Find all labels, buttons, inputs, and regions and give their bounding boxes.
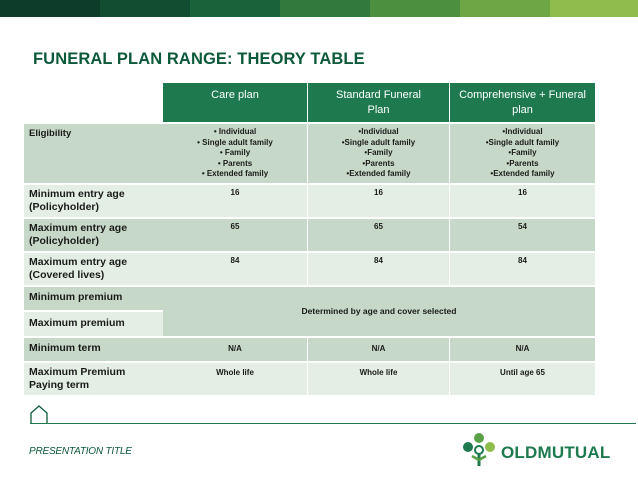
row-label-eligibility: Eligibility: [24, 124, 163, 183]
premium-note: Determined by age and cover selected: [163, 287, 595, 336]
row-label-min-premium: Minimum premium: [24, 287, 163, 310]
min-term-standard: N/A: [307, 338, 449, 361]
table-row-min-premium: [24, 287, 595, 310]
elig-standard-2: •Family: [364, 148, 393, 157]
elig-care-0: • Individual: [213, 127, 257, 136]
eligibility-care: [163, 124, 307, 183]
header-standard-funeral-plan: [307, 83, 449, 122]
elig-comp-0: •Individual: [502, 127, 543, 136]
row-label-min-entry-age: Minimum entry age (Policyholder): [24, 185, 163, 217]
old-mutual-logo: [462, 432, 610, 473]
presentation-title: PRESENTATION TITLE: [29, 446, 132, 457]
table-row-eligibility: [24, 124, 595, 183]
home-icon[interactable]: [30, 405, 48, 429]
row-label-min-term: Minimum term: [24, 338, 163, 361]
elig-care-3: • Parents: [217, 158, 253, 168]
elig-care-4: • Extended family: [201, 169, 269, 178]
max-entry-age-policyholder-standard: 65: [307, 219, 449, 251]
max-entry-age-policyholder-care: 65: [163, 219, 307, 251]
header-comprehensive-label: Comprehensive + Funeral plan: [459, 89, 586, 116]
max-entry-age-covered-care: 84: [163, 253, 307, 285]
page-title: FUNERAL PLAN RANGE: THEORY TABLE: [33, 50, 365, 68]
min-entry-age-comprehensive: 16: [449, 185, 595, 217]
min-entry-age-standard: 16: [307, 185, 449, 217]
min-term-care: N/A: [163, 338, 307, 361]
theory-table: [24, 81, 595, 397]
max-premium-paying-term-care: Whole life: [163, 363, 307, 395]
row-label-max-premium: Maximum premium: [24, 312, 163, 336]
footer-divider: [30, 423, 636, 424]
elig-comp-2: •Family: [508, 148, 537, 157]
logo-wordmark: [501, 443, 610, 463]
elig-care-2: • Family: [219, 148, 251, 157]
eligibility-comprehensive: [449, 124, 595, 183]
row-label-max-premium-paying-term: Maximum Premium Paying term: [24, 363, 163, 395]
min-entry-age-care: 16: [163, 185, 307, 217]
elig-standard-3: •Parents: [362, 158, 395, 168]
elig-standard-0: •Individual: [358, 127, 399, 136]
elig-comp-1: •Single adult family: [485, 137, 560, 147]
table-row-min-entry-age: [24, 185, 595, 217]
max-premium-paying-term-comprehensive: Until age 65: [449, 363, 595, 395]
min-term-comprehensive: N/A: [449, 338, 595, 361]
max-entry-age-policyholder-comprehensive: 54: [449, 219, 595, 251]
old-mutual-logo-icon: [462, 432, 496, 473]
table-row-min-term: [24, 338, 595, 361]
logo-word-mutual: MUTUAL: [537, 442, 611, 462]
elig-comp-3: •Parents: [506, 158, 539, 168]
row-label-max-entry-age-policyholder: Maximum entry age (Policyholder): [24, 219, 163, 251]
table-row-max-entry-age-policyholder: [24, 219, 595, 251]
elig-standard-1: •Single adult family: [341, 137, 416, 147]
header-blank: [24, 83, 163, 122]
table-row-max-entry-age-covered: [24, 253, 595, 285]
max-premium-paying-term-standard: Whole life: [307, 363, 449, 395]
logo-word-old: OLD: [501, 442, 538, 462]
max-entry-age-covered-comprehensive: 84: [449, 253, 595, 285]
elig-comp-4: •Extended family: [490, 169, 555, 178]
elig-standard-4: •Extended family: [346, 169, 411, 178]
eligibility-standard: [307, 124, 449, 183]
table-row-max-premium-paying-term: [24, 363, 595, 395]
header-standard-label: Standard Funeral Plan: [336, 89, 421, 116]
header-care-plan: Care plan: [163, 83, 307, 122]
max-entry-age-covered-standard: 84: [307, 253, 449, 285]
row-label-max-entry-age-covered: Maximum entry age (Covered lives): [24, 253, 163, 285]
elig-care-1: • Single adult family: [197, 137, 273, 147]
header-comprehensive-plan: [449, 83, 595, 122]
top-gradient-bar: [0, 0, 638, 17]
